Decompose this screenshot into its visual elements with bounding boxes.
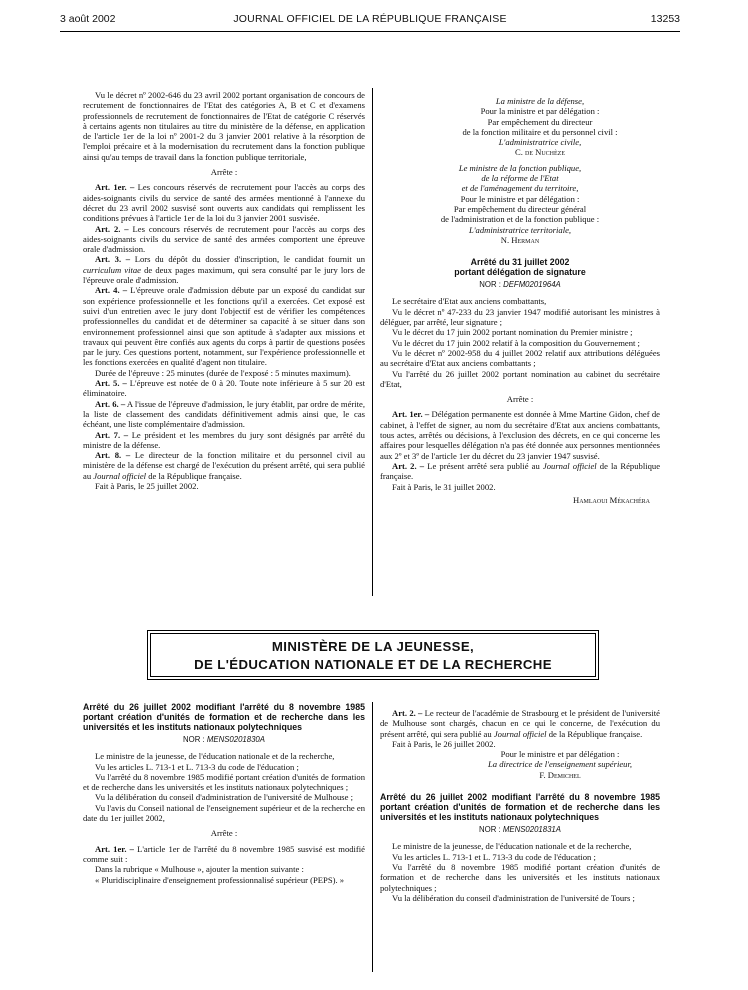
vu-3: Vu le décret du 17 juin 2002 relatif à la composition du Gouvernement ; (392, 337, 640, 348)
vu-5: Vu l'arrêté du 26 juillet 2002 portant nomination au cabinet du secrétaire d'Etat, (380, 368, 660, 389)
duree-epreuve: Durée de l'épreuve : 25 minutes (durée de l'exposé : 5 minutes maximum). (95, 367, 351, 378)
header-date: 3 août 2002 (60, 13, 116, 25)
vu-decret-paragraph: Vu le décret nº 2002-646 du 23 avril 2002 portant organisation de concours de recrutement de fonctionnaires de l'Etat des catégories A, B et C et d'examens professionnels de recrutement de fonctionnaires de l'Etat de catégorie C réservés à certains agents non titulaires au titre du ministère de la défense, en application de l'article 1er de la loi nº 2001-2 du 3 janvier 2001 relative à la résorption de l'emploi précaire et à la modernisation du recrutement dans la fonction publique ainsi qu'au temps de travail dans la fonction publique territoriale, (83, 90, 365, 162)
vu-3: Vu la délibération du conseil d'administration de l'université de Tours ; (392, 892, 635, 903)
signature-fonction-publique: Le ministre de la fonction publique, de la réforme de l'Etat et de l'aménagement du territoire, Pour le ministre et par délégation : Par empêchement du directeur général de l'administration et de la fonction publique : L'administratrice territoriale, N. Herman (440, 162, 600, 245)
article-3: Art. 3. – Lors du dépôt du dossier d'inscription, le candidat fournit un curriculum vitae de deux pages maximum, qui sera consulté par le jury lors de l'épreuve orale d'admission. (83, 254, 366, 286)
header-rule (60, 31, 680, 32)
header-journal-title: JOURNAL OFFICIEL DE LA RÉPUBLIQUE FRANÇAISE (233, 13, 507, 25)
article-4: Art. 4. – L'épreuve orale d'admission débute par un exposé du candidat sur son expérience professionnelle et les fonctions qu'il a exercées. Cet exposé est suivi d'un entretien avec le jury dont l'objectif est de vérifier les compétences professionnelles du candidat et de déterminer sa capacité à se situer dans son environnement professionnel ainsi que son aptitude à s'adapter aux missions et travaux qui peuvent être confiés aux agents du corps à partir de questions posées par le jury. Ces questions portent, notamment, sur l'expérience professionnelle et les fonctions exercées en qualité d'agent non titulaire. (83, 285, 365, 368)
ministry-line-1: MINISTÈRE DE LA JEUNESSE, (271, 639, 475, 654)
vu-1: Vu les articles L. 713-1 et L. 713-3 du code de l'éducation ; (95, 761, 299, 772)
column-divider-bottom (372, 702, 373, 972)
page-header (60, 13, 680, 29)
article-1: Art. 1er. – L'article 1er de l'arrêté du 8 novembre 1985 susvisé est modifié comme suit : (83, 843, 365, 864)
vu-3: Vu la délibération du conseil d'administration de l'université de Mulhouse ; (95, 792, 353, 803)
vu-2: Vu l'arrêté du 8 novembre 1985 modifié portant création d'unités de formation et de recherche dans les universités et les instituts nationaux polytechniques ; (83, 771, 365, 793)
article-7: Art. 7. – Le président et les membres du jury sont désignés par arrêté du ministre de la défense. (83, 429, 365, 450)
arrete-heading: Arrête : (210, 828, 238, 839)
ministre-intro: Le ministre de la jeunesse, de l'éducation nationale et de la recherche, (95, 751, 335, 762)
fait-a-paris: Fait à Paris, le 26 juillet 2002. (392, 738, 496, 749)
arrete-title-mens0201831a: Arrêté du 26 juillet 2002 modifiant l'arrêté du 8 novembre 1985 portant création d'unités de formation et de recherche dans les universités et les instituts nationaux polytechniques (380, 792, 660, 823)
bottom-left-column (83, 702, 365, 885)
article-2: Art. 2. – Le présent arrêté sera publié au Journal officiel de la République française. (380, 460, 661, 482)
top-right-column (380, 96, 660, 505)
article-1: Art. 1er. – Les concours réservés de recrutement pour l'accès au corps des aides-soignants civils du service de santé des armées mentionné à l'annexe du décret du 23 avril 2002 susvisé sont ouverts aux candidats qui remplissent les conditions prévues à l'article 1er de la loi du 3 janvier 2001 susvisée. (83, 182, 365, 224)
rubrique-mulhouse: Dans la rubrique « Mulhouse », ajouter la mention suivante : (95, 864, 304, 875)
ministry-heading-box (150, 633, 596, 677)
arrete-title-31-juillet: Arrêté du 31 juillet 2002 portant délégation de signature (454, 257, 586, 278)
article-6: Art. 6. – A l'issue de l'épreuve d'admission, le jury établit, par ordre de mérite, la liste de classement des candidats définitivement admis ainsi que, le cas échéant, une liste complémentaire d'admission. (83, 398, 365, 430)
arrete-title-mens0201830a: Arrêté du 26 juillet 2002 modifiant l'arrêté du 8 novembre 1985 portant création d'unités de formation et de recherche dans les universités et les instituts nationaux polytechniques (83, 702, 365, 732)
article-2: Art. 2. – Le recteur de l'académie de Strasbourg et le président de l'université de Mulhouse sont chargés, chacun en ce qui le concerne, de l'exécution du présent arrêté, qui sera publié au Journal officiel de la République française. (380, 708, 660, 739)
nor-reference: NOR : MENS0201831A (479, 825, 561, 835)
article-8: Art. 8. – Le directeur de la fonction militaire et du personnel civil au ministère de la défense est chargé de l'exécution du présent arrêté, qui sera publié au Journal officiel de la République française. (83, 450, 365, 481)
fait-a-paris: Fait à Paris, le 25 juillet 2002. (95, 480, 199, 491)
vu-4: Vu l'avis du Conseil national de l'enseignement supérieur et de la recherche en date du 1er juillet 2002, (83, 802, 365, 824)
vu-2: Vu l'arrêté du 8 novembre 1985 modifié portant création d'unités de formation et de recherche dans les universités et les instituts nationaux polytechniques ; (380, 861, 660, 893)
nor-reference: NOR : MENS0201830A (183, 735, 265, 744)
header-page-number: 13253 (650, 13, 680, 25)
article-5: Art. 5. – L'épreuve est notée de 0 à 20. Toute note inférieure à 5 sur 20 est éliminatoire. (83, 378, 365, 399)
article-1: Art. 1er. – Délégation permanente est donnée à Mme Martine Gidon, chef de cabinet, à l'effet de signer, au nom du secrétaire d'Etat aux anciens combattants, tous actes, arrêtés ou décisions, à l'exclusion des décrets, en ce qui concerne les affaires pour lesquelles délégation n'a pas été donnée aux personnes mentionnées aux 2º et 3º de l'article 1er du décret du 23 janvier 1947 susvisé. (380, 409, 660, 461)
mention-peps: « Pluridisciplinaire d'enseignement professionnalisé supérieur (PEPS). » (95, 874, 345, 885)
top-left-column (83, 90, 365, 491)
signature-defense: La ministre de la défense, Pour la ministre et par délégation : Par empêchement du directeur de la fonction militaire et du personnel civil : L'administratrice civile, C. de Nuchèze (462, 96, 618, 158)
vu-1: Vu le décret nº 47-233 du 23 janvier 1947 modifié autorisant les ministres à déléguer, par arrêté, leur signature ; (380, 306, 660, 328)
signature-mekachera: Hamlaoui Mékachéra (573, 494, 650, 505)
arrete-heading: Arrête : (210, 167, 238, 178)
article-2: Art. 2. – Les concours réservés de recrutement pour l'accès au corps des aides-soignants civils du service de santé des armées comportent une épreuve orale d'admission. (83, 223, 365, 255)
bottom-right-column (380, 708, 660, 903)
fait-a-paris: Fait à Paris, le 31 juillet 2002. (392, 481, 496, 492)
secretaire-etat: Le secrétaire d'Etat aux anciens combattants, (392, 296, 547, 307)
ministre-intro: Le ministre de la jeunesse, de l'éducation nationale et de la recherche, (392, 841, 632, 852)
column-divider-top (372, 88, 373, 596)
vu-2: Vu le décret du 17 juin 2002 portant nomination du Premier ministre ; (392, 327, 633, 338)
arrete-heading: Arrête : (506, 394, 534, 405)
vu-1: Vu les articles L. 713-1 et L. 713-3 du code de l'éducation ; (392, 851, 596, 862)
ministry-line-2: DE L'ÉDUCATION NATIONALE ET DE LA RECHERCHE (194, 657, 552, 672)
signature-demichel: Pour le ministre et par délégation : La directrice de l'enseignement supérieur, F. Demichel (488, 749, 632, 780)
vu-4: Vu le décret nº 2002-958 du 4 juillet 2002 relatif aux attributions déléguées au secrétaire d'Etat aux anciens combattants ; (380, 347, 660, 369)
nor-reference: NOR : DEFM0201964A (479, 280, 561, 290)
